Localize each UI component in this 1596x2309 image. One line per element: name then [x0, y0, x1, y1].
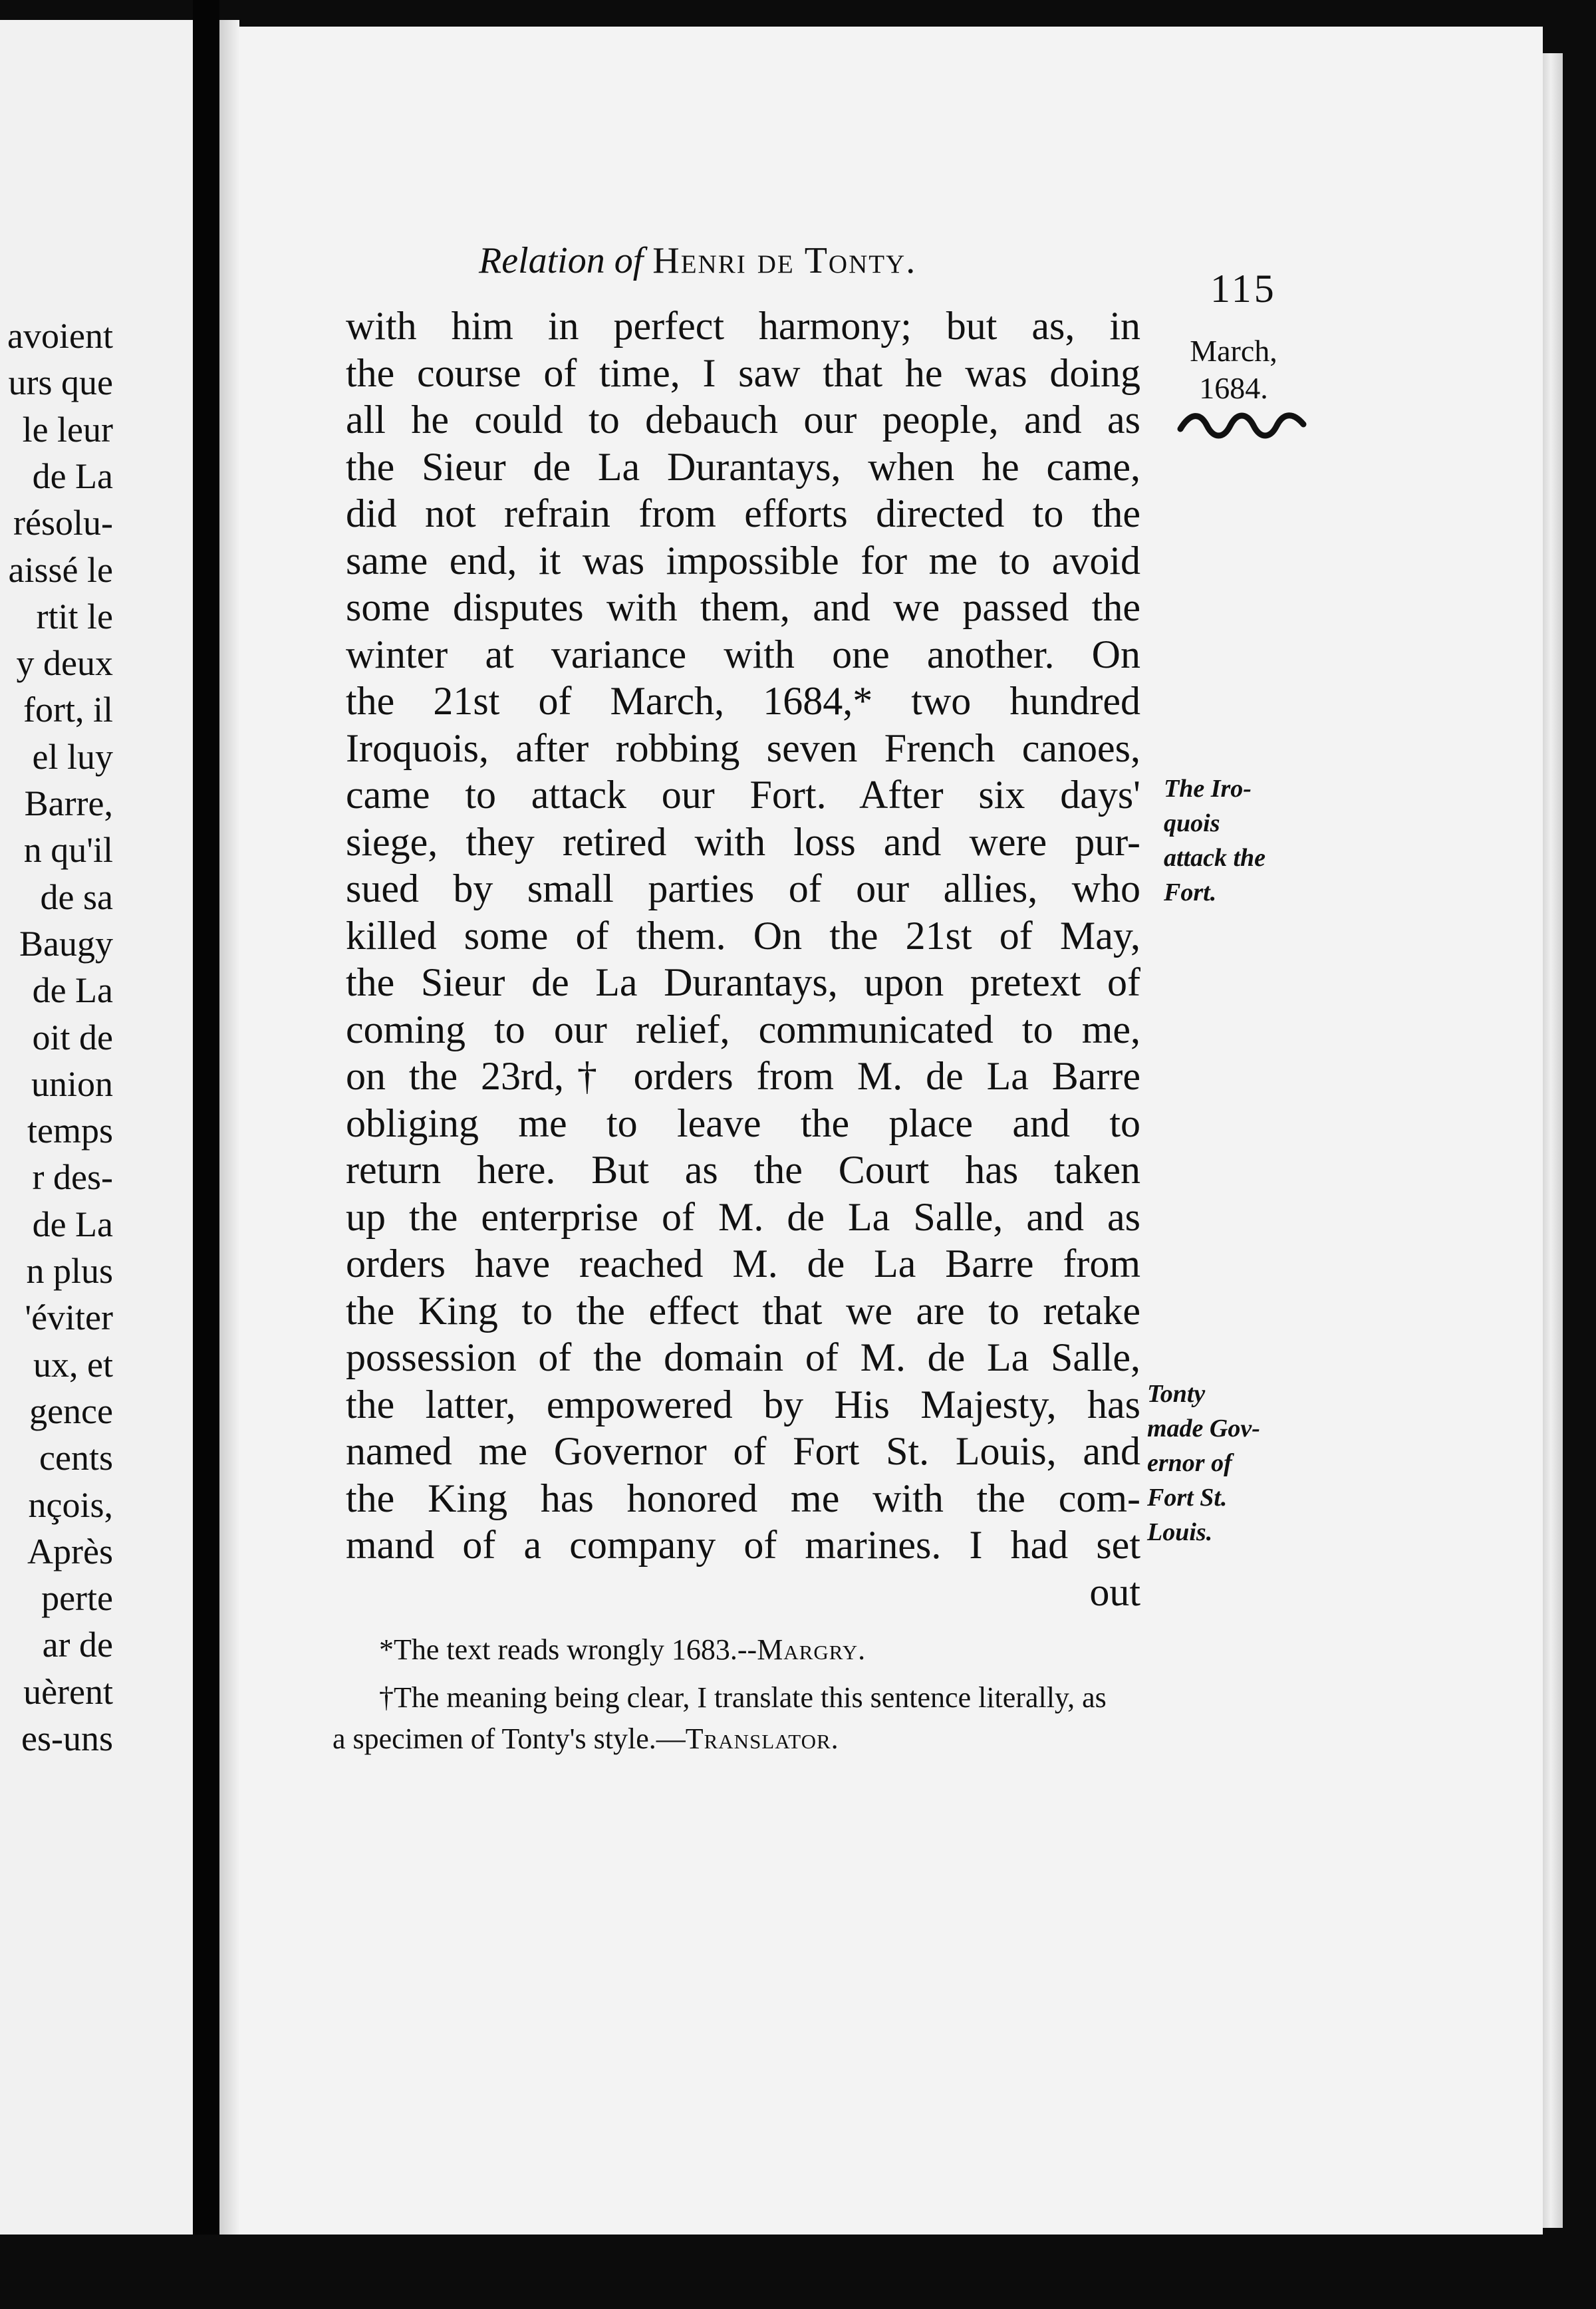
- footnote-1-author: Margry.: [757, 1633, 866, 1666]
- left-page-line: perte: [41, 1578, 113, 1619]
- left-page-line: cents: [39, 1438, 113, 1478]
- left-page-line: union: [31, 1063, 113, 1104]
- page-number: 115: [1210, 267, 1277, 311]
- left-page-line: de La: [32, 970, 113, 1011]
- body-line: named me Governor of Fort St. Louis, and: [346, 1429, 1140, 1473]
- body-line: winter at variance with one another. On: [346, 632, 1140, 676]
- sidenote-line: quois: [1164, 809, 1220, 837]
- footnote-2-text: †The meaning being clear, I translate this sentence literally, as a specimen of Tonty's style.—: [332, 1681, 1107, 1755]
- sidenote-date-line: 1684.: [1199, 371, 1268, 405]
- sidenote-line: Fort St.: [1147, 1484, 1228, 1512]
- body-line: siege, they retired with loss and were pur-: [346, 819, 1140, 864]
- left-page-line: urs que: [8, 362, 113, 403]
- page-edge: [1543, 53, 1563, 2228]
- running-head-caps: Henri de Tonty.: [652, 240, 917, 281]
- sidenote-line: attack the: [1164, 844, 1266, 872]
- footnote-2: [332, 1677, 1117, 1760]
- sidenote-line: Louis.: [1147, 1518, 1213, 1546]
- left-page-line: oit de: [32, 1017, 113, 1057]
- left-page-fragment: [0, 20, 193, 2235]
- left-page-line: 'éviter: [25, 1297, 113, 1338]
- left-page-line: aissé le: [8, 549, 113, 590]
- footnote-1: [332, 1629, 1117, 1671]
- sidenote-line: The Iro-: [1164, 775, 1252, 803]
- body-line: coming to our relief, communicated to me,: [346, 1007, 1140, 1051]
- book-gutter: [193, 0, 219, 2309]
- left-page-line: avoient: [7, 316, 113, 356]
- gutter-shadow: [219, 20, 239, 2241]
- sidenote-line: made Gov-: [1147, 1415, 1260, 1442]
- body-line: killed some of them. On the 21st of May,: [346, 913, 1140, 958]
- left-page-line: Après: [27, 1531, 113, 1571]
- ornament-flourish-icon: [1177, 406, 1310, 446]
- body-line: the Sieur de La Durantays, when he came,: [346, 444, 1140, 489]
- body-line: the latter, empowered by His Majesty, has: [346, 1382, 1140, 1426]
- body-line: the King has honored me with the com-: [346, 1476, 1140, 1520]
- sidenote-iroquois-attack: [1164, 771, 1297, 910]
- body-line: orders have reached M. de La Barre from: [346, 1242, 1140, 1286]
- sidenote-date-line: March,: [1190, 334, 1277, 368]
- body-line: the Sieur de La Durantays, upon pretext of: [346, 960, 1140, 1004]
- left-page-line: r des-: [32, 1157, 113, 1198]
- running-head: [479, 239, 916, 282]
- left-page-line: de sa: [40, 877, 113, 917]
- body-line: with him in perfect harmony; but as, in: [346, 304, 1140, 348]
- body-line: the 21st of March, 1684,* two hundred: [346, 679, 1140, 723]
- body-line: possession of the domain of M. de La Salle,: [346, 1335, 1140, 1379]
- left-page-line: ux, et: [33, 1344, 113, 1385]
- body-line: did not refrain from efforts directed to the: [346, 491, 1140, 535]
- body-line: the King to the effect that we are to retake: [346, 1288, 1140, 1333]
- body-line: same end, it was impossible for me to avoid: [346, 538, 1140, 583]
- footnote-1-text: *The text reads wrongly 1683.--: [379, 1633, 757, 1666]
- left-page-line: de La: [32, 1204, 113, 1244]
- left-page-line: n qu'il: [23, 830, 113, 871]
- left-page-line: ar de: [42, 1625, 113, 1665]
- left-page-line: le leur: [22, 409, 113, 450]
- left-page-line: fort, il: [23, 690, 113, 730]
- scan-bottom-border: [0, 2235, 1596, 2309]
- body-text: [346, 303, 1140, 1615]
- body-line: all he could to debauch our people, and as: [346, 398, 1140, 442]
- scan-top-border: [219, 0, 1596, 27]
- body-line: out: [1089, 1569, 1140, 1614]
- left-page-line: nçois,: [28, 1484, 113, 1525]
- body-line: the course of time, I saw that he was doing: [346, 350, 1140, 395]
- left-page-line: résolu-: [13, 503, 113, 543]
- sidenote-line: Fort.: [1164, 879, 1217, 906]
- body-line: return here. But as the Court has taken: [346, 1148, 1140, 1192]
- running-head-italic: Relation of: [479, 240, 644, 281]
- footnotes: [332, 1629, 1117, 1760]
- body-line: Iroquois, after robbing seven French canoes,: [346, 726, 1140, 770]
- sidenote-line: ernor of: [1147, 1449, 1232, 1477]
- sidenote-date: [1177, 333, 1290, 407]
- left-page-line: Barre,: [24, 783, 113, 823]
- footnote-2-author: Translator.: [685, 1722, 839, 1755]
- left-page-line: y deux: [16, 643, 113, 684]
- body-line: obliging me to leave the place and to: [346, 1101, 1140, 1145]
- body-line: on the 23rd,† orders from M. de La Barre: [346, 1054, 1140, 1098]
- body-line: some disputes with them, and we passed the: [346, 585, 1140, 629]
- sidenote-line: Tonty: [1147, 1380, 1206, 1408]
- left-page-line: temps: [27, 1111, 113, 1151]
- sidenote-tonty-governor: [1147, 1377, 1293, 1550]
- left-page-line: es-uns: [21, 1718, 113, 1758]
- left-page-line: Baugy: [19, 923, 113, 964]
- left-page-line: el luy: [32, 736, 113, 777]
- body-line: came to attack our Fort. After six days': [346, 773, 1140, 817]
- body-line: up the enterprise of M. de La Salle, and as: [346, 1194, 1140, 1239]
- left-page-line: de La: [32, 456, 113, 496]
- left-page-line: n plus: [26, 1251, 113, 1291]
- body-line: mand of a company of marines. I had set: [346, 1523, 1140, 1567]
- left-page-line: gence: [29, 1391, 113, 1431]
- left-page-line: uèrent: [23, 1671, 113, 1712]
- body-line: sued by small parties of our allies, who: [346, 867, 1140, 910]
- left-page-line: rtit le: [36, 596, 113, 636]
